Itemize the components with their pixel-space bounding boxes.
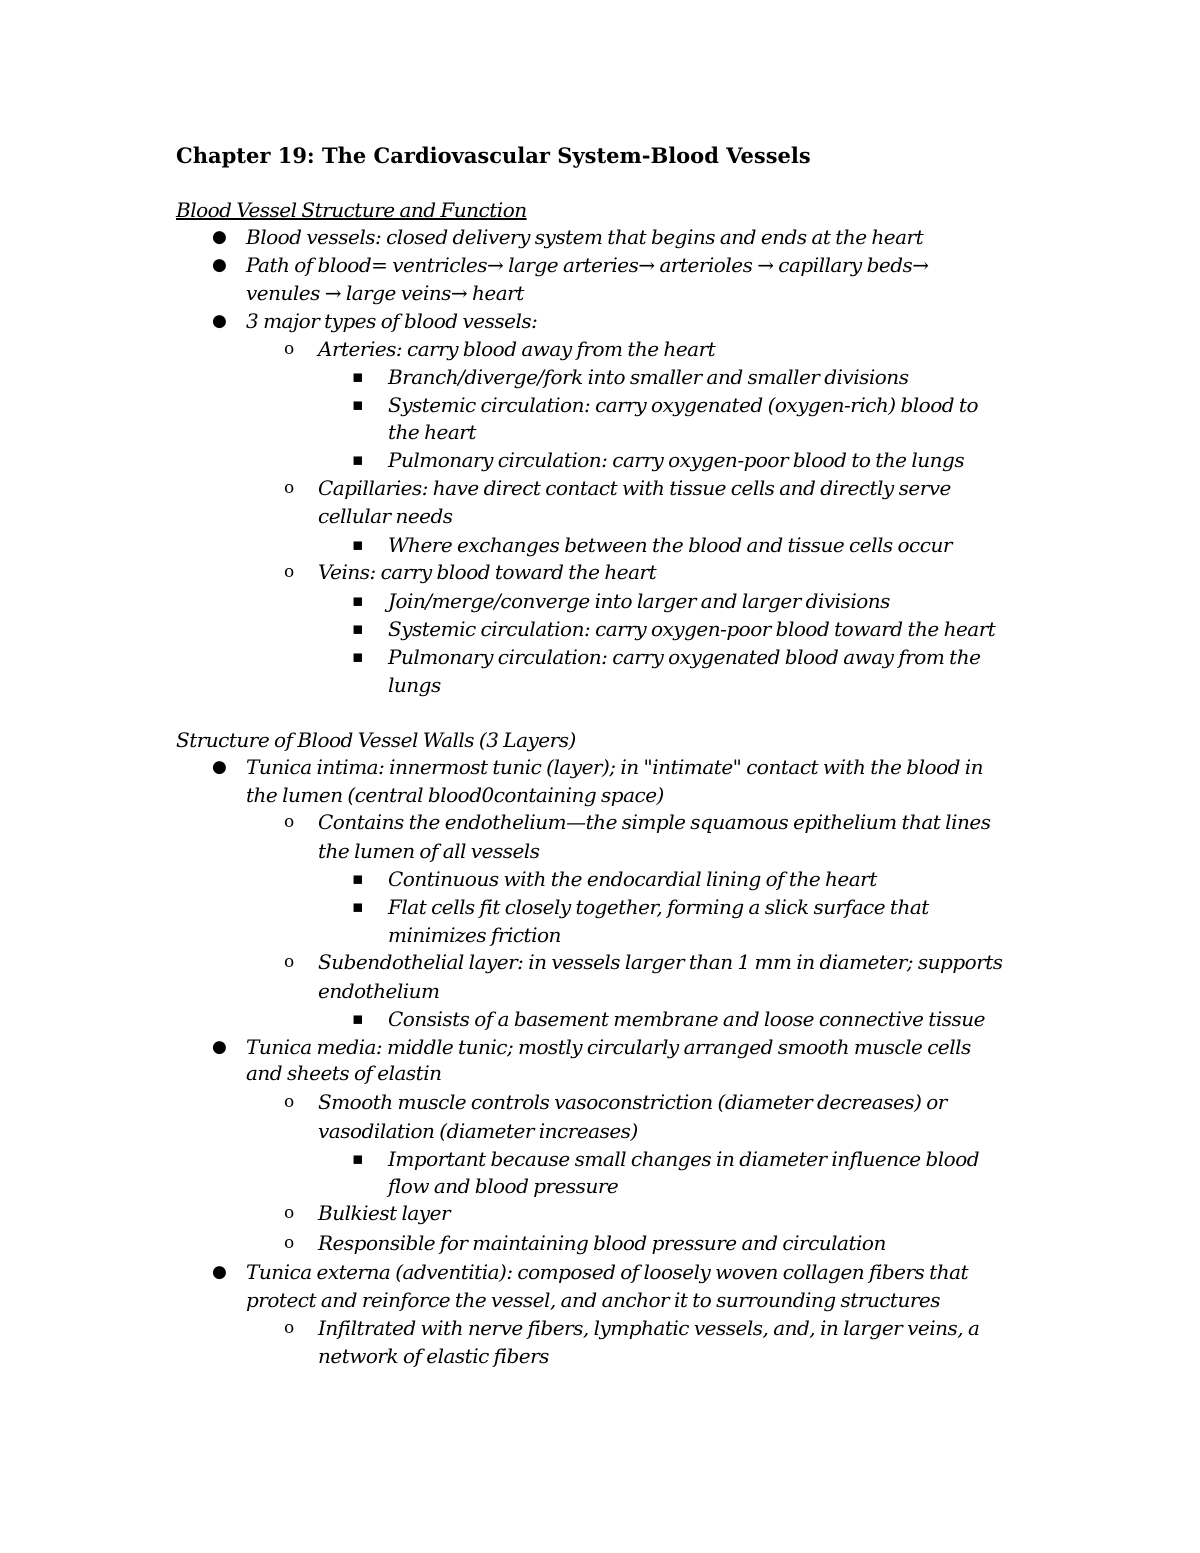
list-item: Tunica externa (adventitia): composed of loosely woven collagen fibers that	[246, 1260, 969, 1284]
list-item: Where exchanges between the blood and tissue cells occur	[388, 533, 952, 557]
list-item: Contains the endothelium—the simple squamous epithelium that lines	[318, 810, 991, 834]
list-item: 3 major types of blood vessels:	[246, 309, 538, 333]
list-item: Systemic circulation: carry oxygen-poor blood toward the heart	[388, 617, 996, 641]
bullet-square: ▪	[352, 619, 364, 639]
list-item: Systemic circulation: carry oxygenated (oxygen-rich) blood to	[388, 393, 978, 417]
list-item-continuation: endothelium	[318, 979, 440, 1003]
list-item: Branch/diverge/fork into smaller and smaller divisions	[388, 365, 909, 389]
bullet-square: ▪	[352, 395, 364, 415]
section-heading: Blood Vessel Structure and Function	[176, 198, 527, 222]
list-item: Continuous with the endocardial lining of the heart	[388, 867, 877, 891]
list-item-continuation: vasodilation (diameter increases)	[318, 1119, 638, 1143]
bullet-square: ▪	[352, 535, 364, 555]
list-item: Arteries: carry blood away from the heart	[318, 337, 716, 361]
list-item: Pulmonary circulation: carry oxygenated blood away from the	[388, 645, 981, 669]
list-item-continuation: protect and reinforce the vessel, and anchor it to surrounding structures	[246, 1288, 940, 1312]
list-item: Pulmonary circulation: carry oxygen-poor blood to the lungs	[388, 448, 965, 472]
list-item-continuation: lungs	[388, 673, 441, 697]
bullet-circle: o	[284, 952, 295, 972]
page-title: Chapter 19: The Cardiovascular System-Blood Vessels	[176, 143, 811, 168]
section-heading: Structure of Blood Vessel Walls (3 Layers)	[176, 728, 576, 752]
bullet-disc: ●	[212, 255, 227, 275]
list-item: Blood vessels: closed delivery system that begins and ends at the heart	[246, 225, 924, 249]
list-item-continuation: the lumen (central blood0containing space)	[246, 783, 664, 807]
bullet-circle: o	[284, 1203, 295, 1223]
list-item: Important because small changes in diameter influence blood	[388, 1147, 980, 1171]
list-item: Tunica media: middle tunic; mostly circularly arranged smooth muscle cells	[246, 1035, 971, 1059]
bullet-circle: o	[284, 812, 295, 832]
list-item: Subendothelial layer: in vessels larger than 1 mm in diameter; supports	[318, 950, 1003, 974]
list-item-continuation: the lumen of all vessels	[318, 839, 540, 863]
bullet-square: ▪	[352, 869, 364, 889]
list-item: Flat cells fit closely together, forming a slick surface that	[388, 895, 929, 919]
list-item: Path of blood= ventricles→ large arteries→ arterioles → capillary beds→	[246, 253, 929, 277]
list-item-continuation: the heart	[388, 420, 476, 444]
bullet-disc: ●	[212, 1037, 227, 1057]
bullet-disc: ●	[212, 227, 227, 247]
bullet-disc: ●	[212, 757, 227, 777]
bullet-disc: ●	[212, 311, 227, 331]
bullet-square: ▪	[352, 1149, 364, 1169]
list-item: Veins: carry blood toward the heart	[318, 560, 657, 584]
list-item-continuation: cellular needs	[318, 504, 453, 528]
bullet-circle: o	[284, 562, 295, 582]
list-item-continuation: minimizes friction	[388, 923, 561, 947]
list-item: Capillaries: have direct contact with tissue cells and directly serve	[318, 476, 951, 500]
list-item-continuation: and sheets of elastin	[246, 1061, 442, 1085]
bullet-circle: o	[284, 1092, 295, 1112]
bullet-circle: o	[284, 339, 295, 359]
bullet-square: ▪	[352, 1009, 364, 1029]
bullet-disc: ●	[212, 1262, 227, 1282]
list-item: Smooth muscle controls vasoconstriction (diameter decreases) or	[318, 1090, 947, 1114]
bullet-square: ▪	[352, 367, 364, 387]
bullet-square: ▪	[352, 647, 364, 667]
list-item-continuation: flow and blood pressure	[388, 1174, 619, 1198]
bullet-square: ▪	[352, 450, 364, 470]
list-item-continuation: network of elastic fibers	[318, 1344, 549, 1368]
bullet-circle: o	[284, 478, 295, 498]
list-item: Consists of a basement membrane and loose connective tissue	[388, 1007, 985, 1031]
list-item: Bulkiest layer	[318, 1201, 450, 1225]
list-item: Tunica intima: innermost tunic (layer); in "intimate" contact with the blood in	[246, 755, 984, 779]
bullet-circle: o	[284, 1233, 295, 1253]
list-item: Responsible for maintaining blood pressure and circulation	[318, 1231, 886, 1255]
bullet-square: ▪	[352, 591, 364, 611]
list-item: Join/merge/converge into larger and larger divisions	[388, 589, 890, 613]
list-item-continuation: venules → large veins→ heart	[246, 281, 524, 305]
bullet-circle: o	[284, 1318, 295, 1338]
list-item: Infiltrated with nerve fibers, lymphatic vessels, and, in larger veins, a	[318, 1316, 980, 1340]
bullet-square: ▪	[352, 897, 364, 917]
